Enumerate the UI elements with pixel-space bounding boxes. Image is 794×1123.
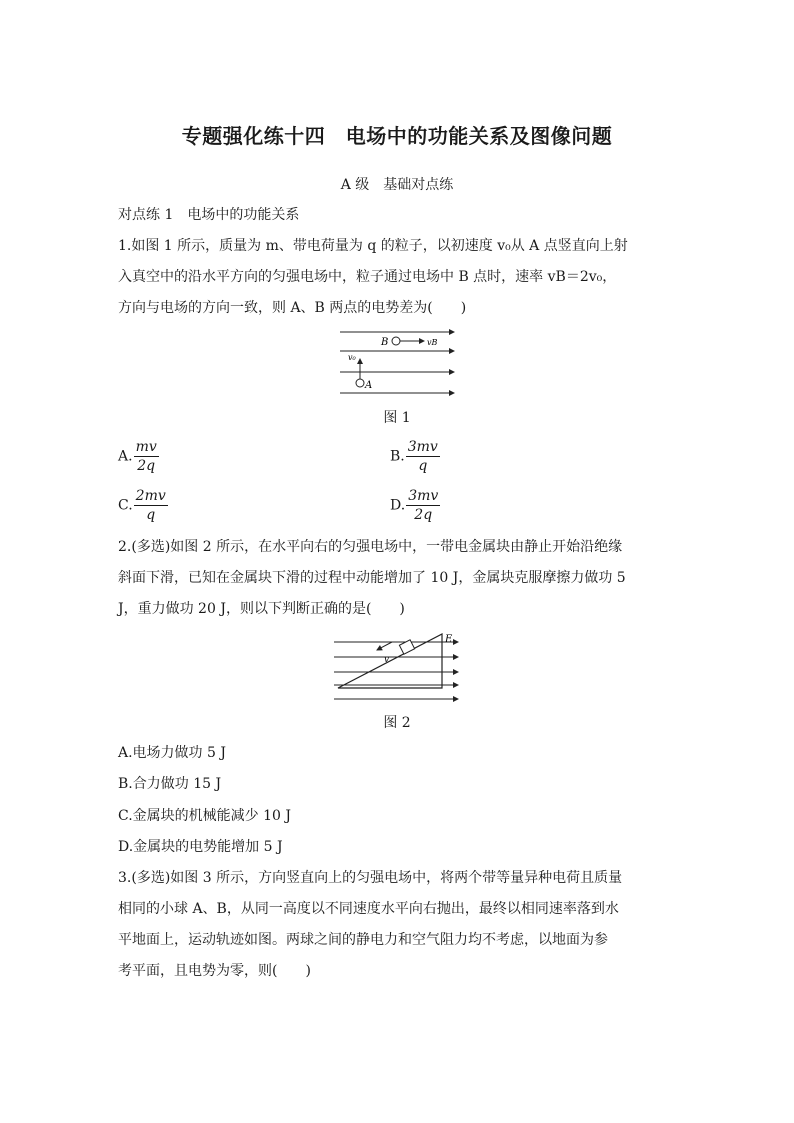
q1-option-a: A. $\frac{mv}{2q}$ [118, 439, 157, 474]
q1-option-b: B. $\frac{3mv}{q}$ [390, 439, 438, 474]
q3-line-3: 平地面上，运动轨迹如图。两球之间的静电力和空气阻力均不考虑，以地面为参 [118, 932, 608, 948]
page-title: 专题强化练十四 电场中的功能关系及图像问题 [181, 124, 613, 148]
q2-line-3: J，重力做功 20 J，则以下判断正确的是( ) [118, 601, 405, 617]
label-vb: vB [427, 338, 438, 347]
q2-option-b: B.合力做功 15 J [118, 776, 222, 792]
figure-2-caption: 图 2 [383, 715, 411, 731]
velocity-arrow [377, 642, 392, 650]
figure-1 [336, 326, 461, 398]
label-v0: v₀ [348, 353, 356, 362]
figure-1-caption: 图 1 [383, 410, 411, 426]
section-heading: 对点练 1 电场中的功能关系 [118, 207, 300, 223]
particle-b [392, 337, 400, 345]
q1-line-2: 入真空中的沿水平方向的匀强电场中，粒子通过电场中 B 点时，速率 vB＝2v₀， [118, 269, 617, 285]
q3-line-4: 考平面，且电势为零，则( ) [118, 963, 311, 979]
q3-line-1: 3.(多选)如图 3 所示，方向竖直向上的匀强电场中，将两个带等量异种电荷且质量 [118, 870, 623, 886]
q1-option-c: C. $\frac{2mv}{q}$ [118, 488, 166, 523]
q3-line-2: 相同的小球 A、B，从同一高度以不同速度水平向右抛出，最终以相同速率落到水 [118, 901, 619, 917]
q2-option-c: C.金属块的机械能减少 10 J [118, 808, 291, 824]
label-e: E [445, 634, 453, 645]
label-b: B [381, 337, 389, 348]
figure-2 [330, 628, 465, 704]
field-lines [334, 642, 458, 699]
q2-line-1: 2.(多选)如图 2 所示，在水平向右的匀强电场中，一带电金属块由静止开始沿绝缘 [118, 539, 623, 555]
q1-line-3: 方向与电场的方向一致，则 A、B 两点的电势差为( ) [118, 300, 467, 316]
level-heading: A 级 基础对点练 [340, 177, 454, 193]
q2-option-a: A.电场力做功 5 J [118, 745, 226, 761]
q1-option-d: D. $\frac{3mv}{2q}$ [390, 488, 439, 523]
q1-line-1: 1.如图 1 所示，质量为 m、带电荷量为 q 的粒子，以初速度 v₀从 A 点竖直向上射 [118, 238, 628, 254]
q2-option-d: D.金属块的电势能增加 5 J [118, 839, 283, 855]
q2-line-2: 斜面下滑，已知在金属块下滑的过程中动能增加了 10 J，金属块克服摩擦力做功 5 [118, 570, 626, 586]
label-a: A [365, 380, 373, 391]
particle-a [356, 379, 364, 387]
label-v: v [384, 655, 390, 665]
